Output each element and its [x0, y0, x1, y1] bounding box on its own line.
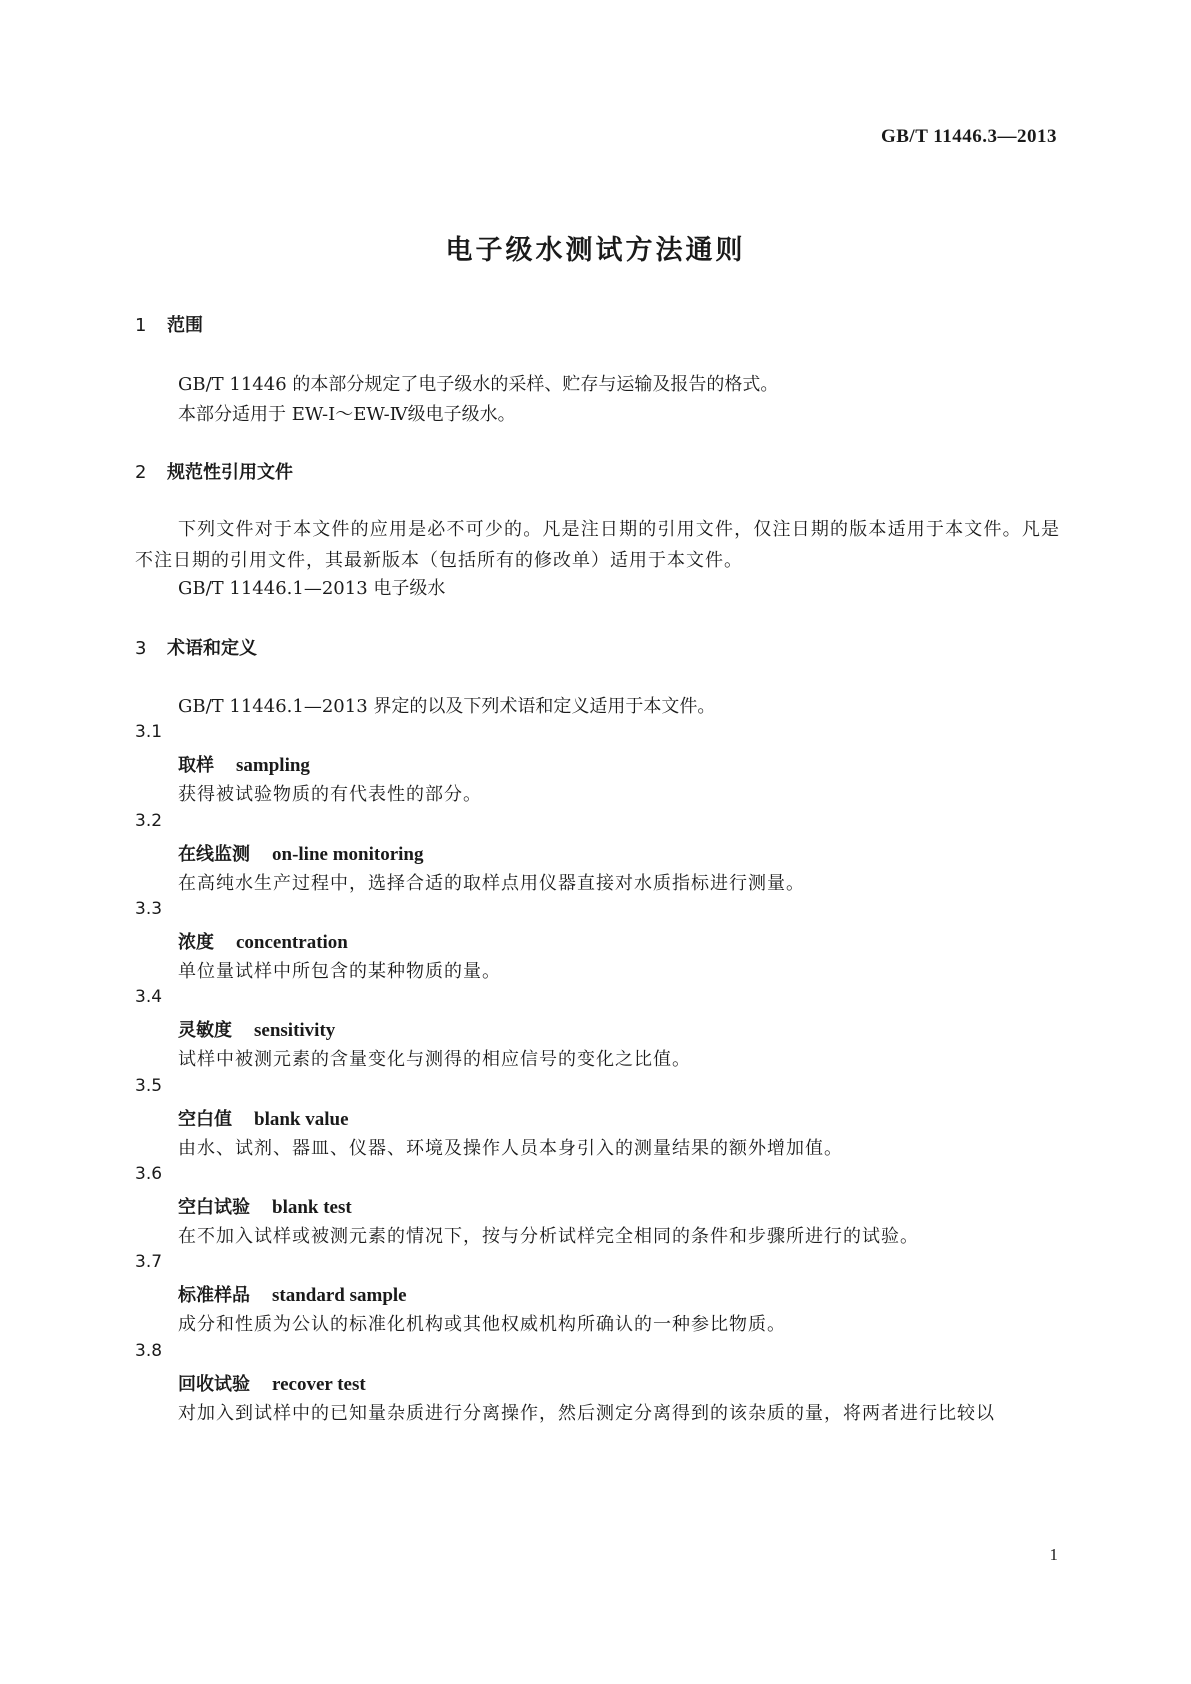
- section-heading-2: [135, 458, 293, 484]
- term-name-en: blank test: [272, 1197, 352, 1218]
- term-definition: 试样中被测元素的含量变化与测得的相应信号的变化之比值。: [178, 1049, 691, 1070]
- section-1-paragraph-2: 本部分适用于 EW-Ⅰ～EW-Ⅳ级电子级水。: [178, 404, 516, 425]
- term-definition: 在高纯水生产过程中，选择合适的取样点用仪器直接对水质指标进行测量。: [178, 873, 805, 894]
- term-name: [178, 840, 423, 866]
- term-name-en: concentration: [236, 932, 348, 953]
- section-title: 规范性引用文件: [167, 462, 293, 483]
- section-2-paragraph-2: GB/T 11446.1—2013 电子级水: [178, 578, 446, 599]
- term-name-zh: 回收试验: [178, 1374, 250, 1395]
- document-title: 电子级水测试方法通则: [445, 235, 746, 266]
- term-number: 3.5: [135, 1076, 163, 1096]
- term-number: 3.6: [135, 1164, 163, 1184]
- term-name-zh: 标准样品: [178, 1285, 250, 1306]
- section-heading-1: [135, 311, 203, 337]
- term-definition: 成分和性质为公认的标准化机构或其他权威机构所确认的一种参比物质。: [178, 1314, 786, 1335]
- term-name: [178, 1105, 349, 1131]
- term-name: [178, 1016, 335, 1042]
- term-name-en: standard sample: [272, 1285, 407, 1306]
- term-name-en: blank value: [254, 1109, 349, 1130]
- page-number: 1: [1049, 1545, 1058, 1564]
- term-name-zh: 在线监测: [178, 844, 250, 865]
- term-definition: 获得被试验物质的有代表性的部分。: [178, 784, 482, 805]
- term-name: [178, 928, 348, 954]
- term-number: 3.8: [135, 1341, 163, 1361]
- term-name-zh: 浓度: [178, 932, 214, 953]
- term-name: [178, 751, 310, 777]
- term-definition: 单位量试样中所包含的某种物质的量。: [178, 961, 501, 982]
- term-name: [178, 1281, 407, 1307]
- term-definition: 对加入到试样中的已知量杂质进行分离操作，然后测定分离得到的该杂质的量，将两者进行比较以: [178, 1403, 995, 1424]
- term-name-zh: 空白试验: [178, 1197, 250, 1218]
- section-1-paragraph-1: GB/T 11446 的本部分规定了电子级水的采样、贮存与运输及报告的格式。: [178, 374, 779, 395]
- section-title: 范围: [167, 315, 203, 336]
- term-name-zh: 空白值: [178, 1109, 232, 1130]
- section-number: 3: [135, 638, 147, 659]
- term-name: [178, 1193, 352, 1219]
- term-name-en: recover test: [272, 1374, 366, 1395]
- term-name-zh: 取样: [178, 755, 214, 776]
- term-name-en: sensitivity: [254, 1020, 336, 1041]
- section-number: 2: [135, 462, 147, 483]
- term-number: 3.2: [135, 811, 163, 831]
- term-number: 3.7: [135, 1252, 163, 1272]
- term-definition: 在不加入试样或被测元素的情况下，按与分析试样完全相同的条件和步骤所进行的试验。: [178, 1226, 919, 1247]
- term-name-en: on-line monitoring: [272, 844, 424, 865]
- term-name-en: sampling: [236, 755, 310, 776]
- section-heading-3: [135, 634, 257, 660]
- section-title: 术语和定义: [167, 638, 257, 659]
- term-number: 3.4: [135, 987, 163, 1007]
- section-3-paragraph-1: GB/T 11446.1—2013 界定的以及下列术语和定义适用于本文件。: [178, 696, 716, 717]
- term-name-zh: 灵敏度: [178, 1020, 232, 1041]
- section-number: 1: [135, 315, 147, 336]
- section-2-paragraph-1: 下列文件对于本文件的应用是必不可少的。凡是注日期的引用文件，仅注日期的版本适用于本文件。凡是不注日期的引用文件，其最新版本（包括所有的修改单）适用于本文件。: [135, 519, 1060, 571]
- term-number: 3.1: [135, 722, 163, 742]
- term-number: 3.3: [135, 899, 163, 919]
- document-code: GB/T 11446.3—2013: [880, 126, 1057, 147]
- term-name: [178, 1370, 366, 1396]
- term-definition: 由水、试剂、器皿、仪器、环境及操作人员本身引入的测量结果的额外增加值。: [178, 1138, 843, 1159]
